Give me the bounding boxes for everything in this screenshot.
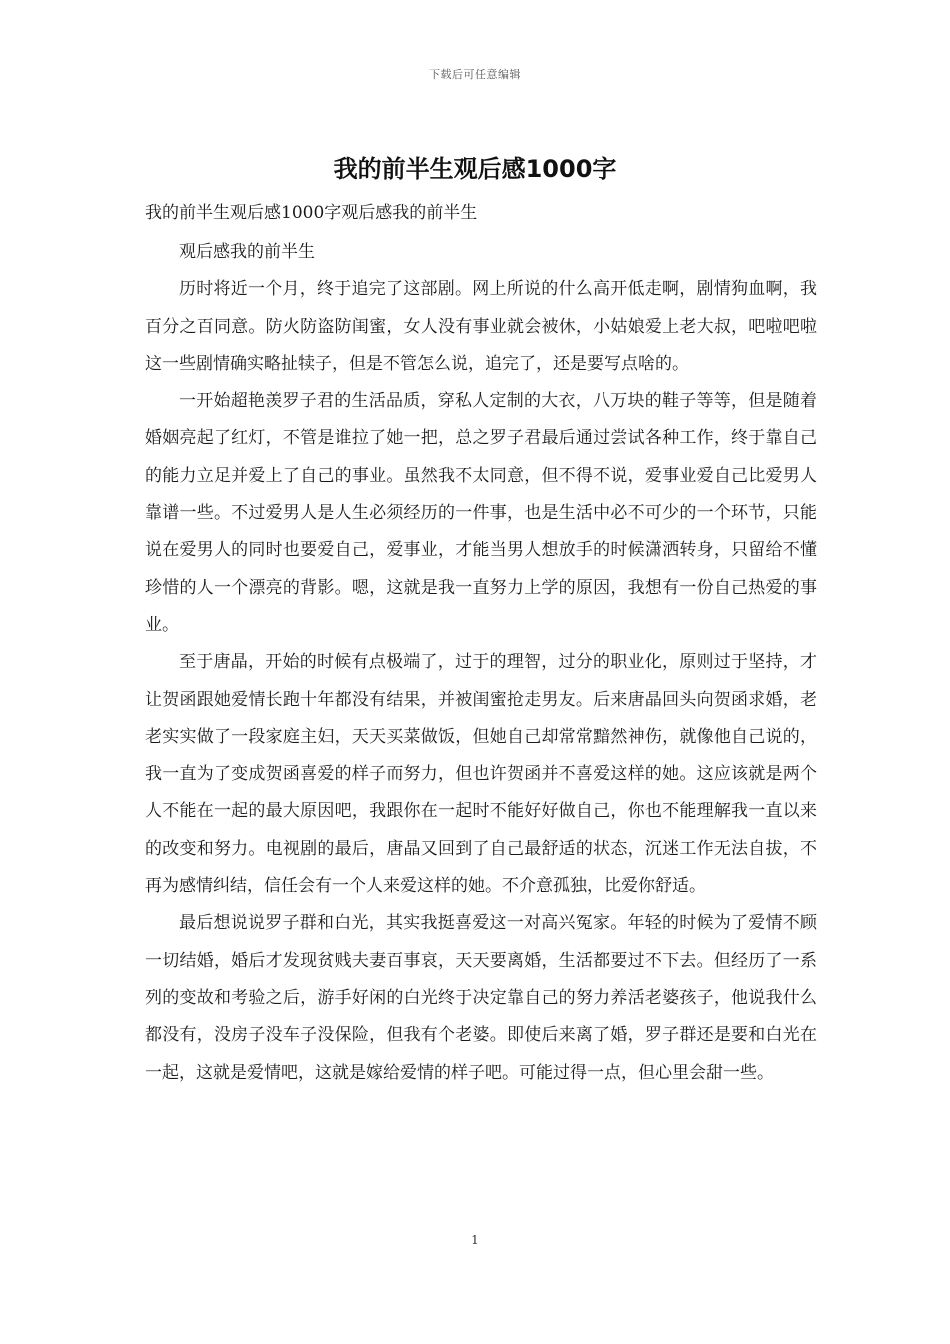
- document-title: 我的前半生观后感1000字: [333, 155, 617, 183]
- paragraph: 最后想说说罗子群和白光，其实我挺喜爱这一对高兴冤家。年轻的时候为了爱情不顾一切结婚，婚后才发现贫贱夫妻百事哀，天天要离婚，生活都要过不下去。但经历了一系列的变故和考验之后，游手好闲的白光终于决定靠自己的努力养活老婆孩子，他说我什么都没有，没房子没车子没保险，但我有个老婆。即使后来离了婚，罗子群还是要和白光在一起，这就是爱情吧，这就是嫁给爱情的样子吧。可能过得一点，但心里会甜一些。: [145, 913, 817, 1083]
- paragraph: 历时将近一个月，终于追完了这部剧。网上所说的什么高开低走啊，剧情狗血啊，我百分之百同意。防火防盗防闺蜜，女人没有事业就会被休，小姑娘爱上老大叔，吧啦吧啦这一些剧情确实略扯犊子，但是不管怎么说，追完了，还是要写点啥的。: [145, 279, 817, 374]
- page-number: 1: [471, 1233, 479, 1247]
- document-body: [145, 234, 817, 1092]
- page-header: 下载后可任意编辑: [429, 68, 521, 81]
- document-subtitle: 我的前半生观后感1000字观后感我的前半生: [145, 203, 478, 223]
- paragraph-heading: 观后感我的前半生: [179, 242, 315, 262]
- paragraph: 一开始超艳羡罗子君的生活品质，穿私人定制的大衣，八万块的鞋子等等，但是随着婚姻亮起了红灯，不管是谁拉了她一把，总之罗子君最后通过尝试各种工作，终于靠自己的能力立足并爱上了自己的事业。虽然我不太同意，但不得不说，爱事业爱自己比爱男人靠谱一些。不过爱男人是人生必须经历的一件事，也是生活中必不可少的一个环节，只能说在爱男人的同时也要爱自己，爱事业，才能当男人想放手的时候潇洒转身，只留给不懂珍惜的人一个漂亮的背影。嗯，这就是我一直努力上学的原因，我想有一份自己热爱的事业。: [145, 391, 817, 635]
- paragraph: 至于唐晶，开始的时候有点极端了，过于的理智，过分的职业化，原则过于坚持，才让贺函跟她爱情长跑十年都没有结果，并被闺蜜抢走男友。后来唐晶回头向贺函求婚，老老实实做了一段家庭主妇，天天买菜做饭，但她自己却常常黯然神伤，就像他自己说的，我一直为了变成贺函喜爱的样子而努力，但也许贺函并不喜爱这样的她。这应该就是两个人不能在一起的最大原因吧，我跟你在一起时不能好好做自己，你也不能理解我一直以来的改变和努力。电视剧的最后，唐晶又回到了自己最舒适的状态，沉迷工作无法自拔，不再为感情纠结，信任会有一个人来爱这样的她。不介意孤独，比爱你舒适。: [145, 652, 817, 897]
